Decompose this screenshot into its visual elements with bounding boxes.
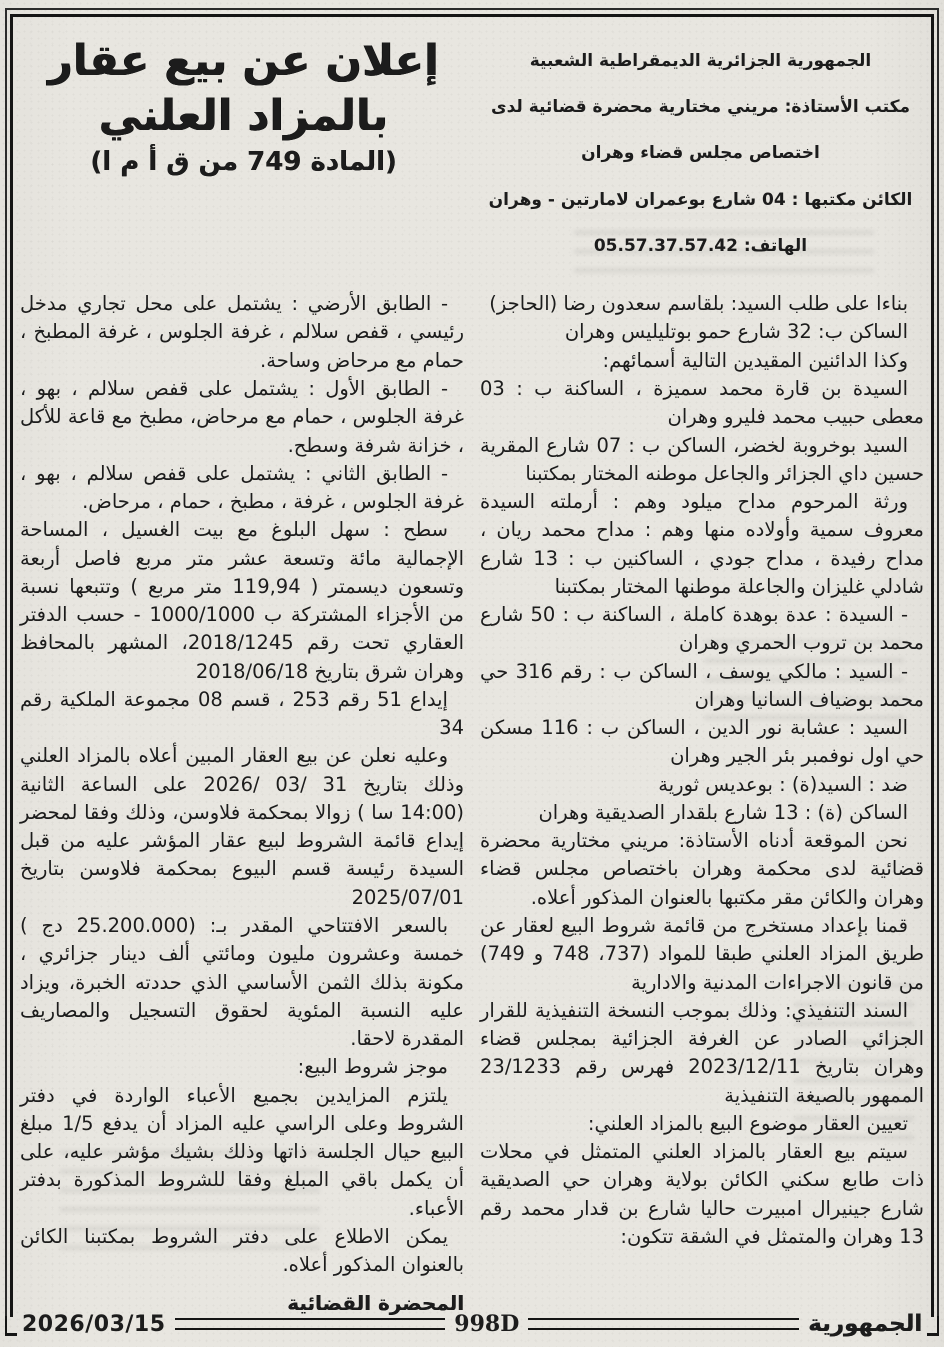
ad-reference-number: 998D [454, 1311, 520, 1337]
office-header-line: الكائن مكتبها : 04 شارع بوعمران لامارتين - وهران [488, 189, 913, 210]
notice-paragraph: السيدة بن قارة محمد سميزة ، الساكنة ب : 03 معطى حبيب محمد فليرو وهران [480, 376, 924, 429]
footer-strip [5, 1312, 939, 1336]
notice-paragraph: تعيين العقار موضوع البيع بالمزاد العلني: [587, 1111, 908, 1135]
notice-paragraph: قمنا بإعداد مستخرج من قائمة شروط البيع لعقار عن طريق المزاد العلني طبقا للمواد (737، 748 و 749) من قانون الاجراءات المدنية والادارية [480, 914, 924, 994]
office-header-line: اختصاص مجلس قضاء وهران [581, 143, 820, 164]
notice-paragraph: - السيدة : عدة بوهدة كاملة ، الساكنة ب : 50 شارع محمد بن تروب الحمري وهران [480, 603, 924, 655]
office-header-line: الجمهورية الجزائرية الديمقراطية الشعبية [529, 51, 872, 71]
notice-paragraph: سيتم بيع العقار بالمزاد العلني المتمثل في محلات ذات طابع سكني الكائن بولاية وهران حي الصديقية شارع جينيرال امبيرت حاليا شارع بن قدار محمد رقم 13 وهران والمتمثل في الشقة تتكون: [480, 1140, 924, 1248]
notice-paragraph: وكذا الدائنين المقيدين التالية أسمائهم: [602, 348, 908, 372]
notice-paragraph: الساكن ب: 32 شارع حمو بوتليليس وهران [564, 320, 908, 344]
notice-paragraph: ورثة المرحوم مداح ميلود وهم : أرملته السيدة معروف سمية وأولاده منها وهم : مداح محمد ريان ، مداح رفيدة ، مداح جودي ، الساكنين ب : 13 شارع شادلي غليزان والجاعلة موطنها المختار بمكتبنا [480, 490, 925, 598]
office-header-line: مكتب الأستاذة: مريني مختارية محضرة قضائية لدى [491, 97, 910, 118]
notice-paragraph: وعليه نعلن عن بيع العقار المبين أعلاه بالمزاد العلني وذلك بتاريخ 31 /03 /2026 على الساعة الثانية (14:00 سا ) زوالا بمحكمة فلاوسن، وذلك وفقا لمحضر إيداع قائمة الشروط لبيع عقار المؤشر عليه من قبل السيدة رئيسة قسم البيوع بمحكمة فلاوسن بتاريخ 2025/07/01 [20, 744, 464, 909]
publication-date: 2026/03/15 [22, 1311, 166, 1337]
notice-paragraph: يلتزم المزايدين بجميع الأعباء الواردة في دفتر الشروط وعلى الراسي عليه المزاد أن يدفع 1/5 مبلغ البيع حيال الجلسة ذاتها وذلك بشيك مؤشر عليه، على أن يكمل باقي المبلغ وفقا للشروط المذكورة بدفتر الأعباء. [20, 1083, 464, 1220]
left-column-paragraphs [20, 290, 464, 1279]
notice-paragraph: بالسعر الافتتاحي المقدر بـ: (25.200.000 دج ) خمسة وعشرون مليون ومائتي ألف دينار جزائري ، مكونة بذلك الثمن الأساسي الذي حددته الخبرة، ويزاد عليه النسبة المئوية لحقوق التسجيل والمصاريف المقدرة لاحقا. [20, 914, 464, 1051]
notice-paragraph: السند التنفيذي: وذلك بموجب النسخة التنفيذية للقرار الجزائي الصادر عن الغرفة الجزائية بمجلس قضاء وهران بتاريخ 2023/12/11 فهرس رقم 23/1233 الممهور بالصيغة التنفيذية [480, 998, 924, 1107]
ad-content [20, 24, 925, 1316]
notice-paragraph: السيد بوخروبة لخضر، الساكن ب : 07 شارع المقرية حسين داي الجزائر والجاعل موطنه المختار بمكتبنا [480, 433, 924, 485]
bailiff-office-header [477, 24, 924, 278]
header-row [20, 24, 924, 278]
title-line-1: إعلان عن بيع عقار [48, 36, 439, 86]
notice-paragraph: الساكن (ة) : 13 شارع بلقدار الصديقية وهران [538, 800, 908, 824]
office-header-line: الهاتف: 05.57.37.57.42 [593, 235, 808, 256]
notice-paragraph: - الطابق الأرضي : يشتمل على محل تجاري مدخل رئيسي ، قفص سلالم ، غرفة الجلوس ، غرفة المطبخ ، حمام مع مرحاض وساحة. [20, 292, 464, 372]
bailiff-signature: المحضرة القضائية [287, 1291, 464, 1316]
footer-rule-left [175, 1318, 446, 1330]
notice-paragraph: - الطابق الأول : يشتمل على قفص سلالم ، بهو ، غرفة الجلوس ، حمام مع مرحاض، مطبخ مع قاعة للأكل ، خزانة شرفة وسطح. [20, 376, 464, 457]
notice-paragraph: ضد : السيد(ة) : بوعديس ثورية [658, 772, 908, 796]
notice-paragraph: موجز شروط البيع: [297, 1055, 448, 1079]
right-column [480, 290, 924, 1318]
body-columns [20, 290, 924, 1318]
notice-paragraph: يمكن الاطلاع على دفتر الشروط بمكتبنا الكائن بالعنوان المذكور أعلاه. [20, 1224, 464, 1277]
notice-paragraph: سطح : سهل البلوغ مع بيت الغسيل ، المساحة الإجمالية مائة وتسعة عشر متر مربع فاصل أربعة وتسعون ديسمتر ( 119,94 متر مربع ) وتتبعها نسبة من الأجزاء المشتركة ب 1000/1000 - حسب الدفتر العقاري تحت رقم 2018/1245، المشهر بالمحافظ وهران شرق بتاريخ 2018/06/18 [20, 518, 465, 683]
frame-corner-left [5, 1316, 17, 1336]
title-line-2: بالمزاد العلني [98, 91, 389, 142]
notice-paragraph: السيد : عشابة نور الدين ، الساكن ب : 116 مسكن حي اول نوفمبر بئر الجير وهران [480, 716, 924, 768]
footer-rule-right [528, 1318, 799, 1330]
notice-paragraph: - السيد : مالكي يوسف ، الساكن ب : رقم 316 حي محمد بوضياف السانيا وهران [480, 659, 924, 711]
ad-title [20, 24, 467, 177]
notice-paragraph: - الطابق الثاني : يشتمل على قفص سلالم ، بهو ، غرفة الجلوس ، غرفة ، مطبخ ، حمام ، مرحاض. [20, 461, 464, 514]
notice-paragraph: بناءا على طلب السيد: بلقاسم سعدون رضا (الحاجز) [489, 292, 908, 316]
left-column [20, 290, 464, 1318]
title-article-reference: (المادة 749 من ق أ م ا) [90, 147, 397, 178]
frame-corner-right [927, 1316, 939, 1336]
notice-paragraph: نحن الموقعة أدناه الأستاذة: مريني مختارية محضرة قضائية لدى محكمة وهران باختصاص مجلس قضاء وهران والكائن مقر مكتبها بالعنوان المذكور أعلاه. [480, 829, 924, 909]
newspaper-logo: الجمهورية [808, 1311, 922, 1337]
notice-paragraph: إيداع 51 رقم 253 ، قسم 08 مجموعة الملكية رقم 34 [20, 687, 464, 740]
